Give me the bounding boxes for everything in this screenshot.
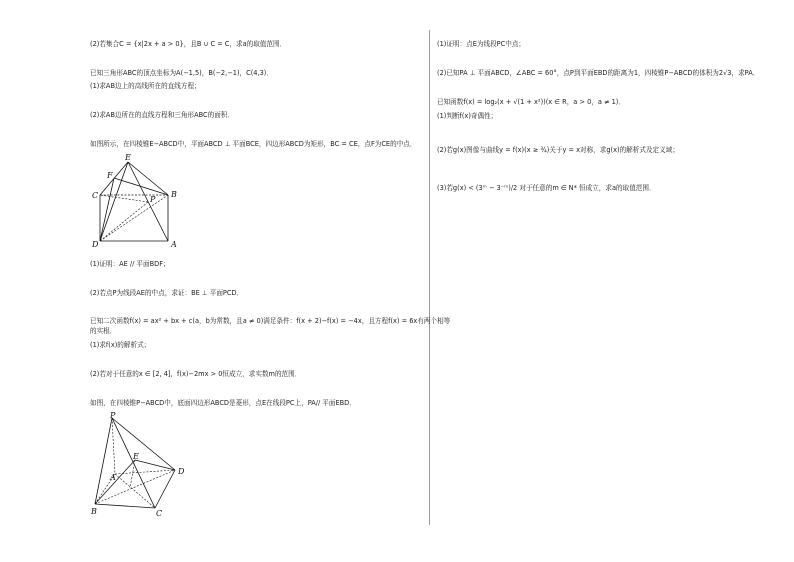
question-function-intro: 已知函数f(x) = log₂(x + √(1 + x²))(x ∈ R，a > 0，a ≠ 1)．: [437, 98, 625, 106]
question-triangle-intro: 已知三角形ABC的顶点坐标为A(−1,5)，B(−2,−1)，C(4,3)．: [90, 69, 273, 77]
question-pyramid2-part2: (2)已知PA ⊥ 平面ABCD，∠ABC = 60°，点P到平面EBD的距离为1，四棱锥P−ABCD的体积为2√3，求PA．: [437, 69, 760, 77]
figure-pyramid-p-abcd: [90, 408, 200, 518]
question-quadratic-part1: (1)求f(x)的解析式；: [90, 341, 151, 349]
figure-pyramid-e-abcd: [90, 150, 190, 250]
question-pyramid1-intro: 如图所示，在四棱锥E−ABCD中，平面ABCD ⊥ 平面BCE，四边形ABCD为矩形，BC = CE，点F为CE的中点．: [90, 140, 417, 148]
question-function-part2: (2)若g(x)图像与曲线y = f(x)(x ≥ ¾)关于y = x对称，求g(x)的解析式及定义域；: [437, 146, 679, 154]
question-pyramid2-intro: 如图，在四棱锥P−ABCD中，底面四边形ABCD是菱形，点E在线段PC上，PA// 平面EBD．: [90, 399, 356, 407]
question-function-part1: (1)判断f(x)奇偶性；: [437, 112, 498, 120]
question-pyramid2-part1: (1)证明：点E为线段PC中点；: [437, 40, 526, 48]
fig1-label-e: E: [125, 153, 131, 162]
question-quadratic-intro-cont: 的实根．: [90, 327, 117, 335]
fig1-label-b: B: [171, 190, 177, 199]
question-triangle-part2: (2)求AB边所在的直线方程和三角形ABC的面积．: [90, 111, 234, 119]
fig1-label-c: C: [92, 191, 99, 200]
fig1-label-p: P: [150, 195, 156, 204]
fig1-label-a: A: [171, 240, 177, 249]
fig2-label-d: D: [178, 467, 185, 476]
question-quadratic-part2: (2)若对于任意的x ∈ [2, 4]，f(x)−2mx > 0恒成立，求实数m的范围．: [90, 370, 302, 378]
question-pyramid1-part1: (1)证明：AE // 平面BDF；: [90, 260, 170, 268]
fig2-label-c: C: [156, 509, 163, 518]
question-pyramid1-part2: (2)若点P为线段AE的中点，求证：BE ⊥ 平面PCD．: [90, 289, 244, 297]
fig1-label-f: F: [107, 171, 113, 180]
fig1-label-d: D: [92, 240, 99, 249]
question-triangle-part1: (1)求AB边上的高线所在的直线方程；: [90, 82, 201, 90]
question-quadratic-intro: 已知二次函数f(x) = ax² + bx + c(a，b为常数，且a ≠ 0)满足条件：f(x + 2)−f(x) = −4x，且方程f(x) = 6x有两个相等: [90, 317, 451, 325]
question-function-part3: (3)若g(x) < (3ᵐ − 3⁻ᵐ)/2 对于任意的m ∈ N* 恒成立，求a的取值范围．: [437, 184, 656, 192]
column-divider: [429, 30, 430, 525]
fig2-label-b: B: [91, 507, 97, 516]
question-set-part2: (2)若集合C = {x|2x + a > 0}，且B ∪ C = C，求a的取值范围．: [90, 40, 287, 48]
fig2-label-e: E: [133, 452, 139, 461]
fig2-label-p: P: [110, 411, 116, 420]
fig2-label-a: A: [110, 473, 116, 482]
